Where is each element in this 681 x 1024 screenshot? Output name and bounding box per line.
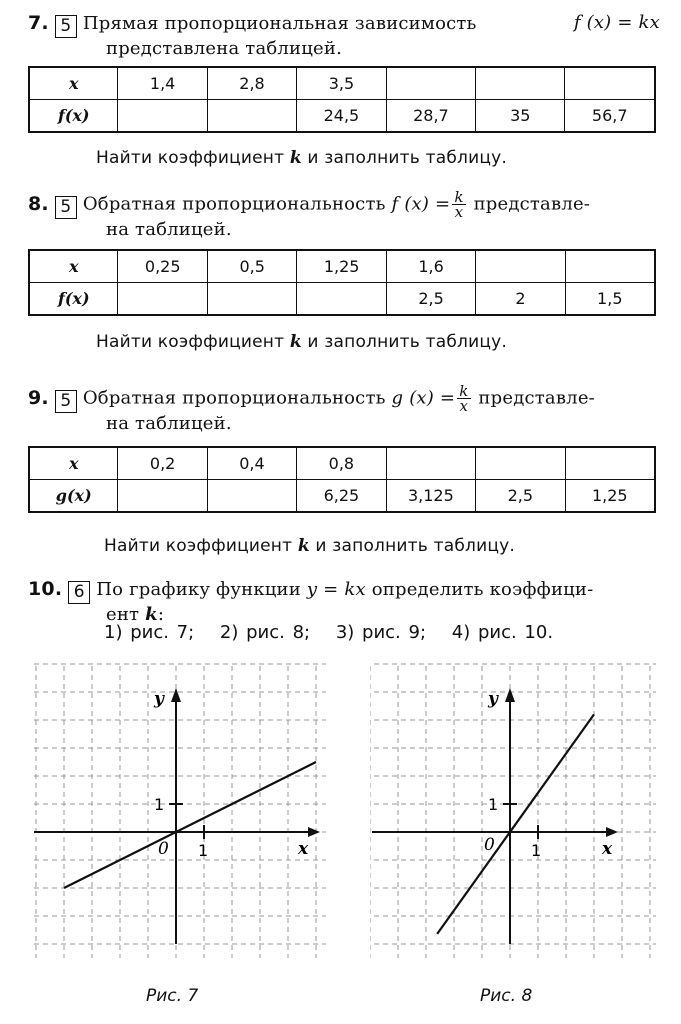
table-row-f (29, 283, 655, 316)
problem-9-statement (28, 384, 660, 435)
statement-tail: определить коэффици- (371, 579, 594, 600)
variable-k: k (145, 604, 158, 625)
table-cell: 0,4 (207, 447, 296, 480)
x-label: x (298, 839, 309, 859)
figure-7-graph (30, 662, 330, 962)
table-cell: 2,5 (476, 480, 565, 513)
problem-8-task (96, 332, 507, 352)
statement-text-line2: ент (106, 604, 140, 625)
table-cell (476, 250, 565, 283)
x-axis-arrow (308, 827, 320, 837)
table-cell (476, 447, 565, 480)
table-row-x (29, 250, 655, 283)
table-cell: 1,25 (297, 250, 387, 283)
table-cell: 0,8 (297, 447, 386, 480)
table-cell: 2 (476, 283, 565, 316)
x-axis-arrow (606, 827, 618, 837)
origin-label: 0 (484, 835, 495, 855)
x-tick-label: 1 (198, 841, 209, 860)
task-text-end: и заполнить таблицу. (315, 536, 515, 556)
task-text-end: и заполнить таблицу. (307, 148, 507, 168)
figure-7-caption: Рис. 7 (146, 986, 199, 1006)
y-tick-label: 1 (488, 795, 499, 814)
y-label: y (154, 689, 164, 709)
grid (34, 664, 326, 958)
statement-text: Прямая пропорциональная зависимость (82, 13, 477, 34)
fraction-denominator: x (454, 203, 464, 221)
table-cell: 1,5 (565, 283, 655, 316)
row-label: g(x) (29, 480, 118, 513)
table-cell: 28,7 (386, 100, 475, 133)
fraction (452, 190, 465, 219)
table-cell (297, 283, 387, 316)
table-cell (118, 283, 208, 316)
table-cell: 35 (476, 100, 565, 133)
y-tick-label: 1 (154, 795, 165, 814)
figure-8-caption: Рис. 8 (480, 986, 533, 1006)
function-formula: f (x) = kx (573, 12, 660, 33)
problem-9-table (28, 446, 656, 513)
table-cell (565, 250, 655, 283)
score-box: 5 (55, 15, 77, 38)
statement-text-line2: на таблицей. (106, 219, 232, 240)
table-cell: 0,5 (207, 250, 296, 283)
table-row-f (29, 100, 655, 133)
statement-tail: представле- (473, 193, 591, 215)
problem-7-task (96, 148, 507, 168)
problem-8-table (28, 249, 656, 316)
score-box: 6 (68, 581, 90, 604)
table-cell (207, 480, 296, 513)
task-text: Найти коэффициент (104, 536, 293, 556)
table-cell (565, 447, 655, 480)
function-formula: g (x) = (391, 387, 456, 409)
problem-number: 10. (28, 578, 63, 600)
y-axis-arrow (505, 688, 515, 702)
table-row-g (29, 480, 655, 513)
problem-number: 9. (28, 386, 49, 409)
table-row-x (29, 67, 655, 100)
table-cell: 6,25 (297, 480, 386, 513)
table-cell: 1,4 (118, 67, 207, 100)
table-cell (386, 447, 476, 480)
table-cell: 1,6 (386, 250, 475, 283)
problem-number: 7. (28, 12, 49, 34)
problem-number: 8. (28, 192, 49, 215)
table-cell: 3,125 (386, 480, 476, 513)
row-label: x (29, 67, 118, 100)
table-cell (207, 283, 296, 316)
score-box: 5 (55, 196, 77, 219)
function-line (437, 714, 594, 934)
task-text: Найти коэффициент (96, 148, 285, 168)
option-4: 4) рис. 10. (451, 622, 554, 643)
statement-text: Обратная пропорциональность (82, 387, 386, 409)
table-cell: 3,5 (297, 67, 386, 100)
statement-text: По графику функции (96, 579, 301, 600)
table-cell (118, 100, 207, 133)
option-2: 2) рис. 8; (219, 622, 311, 643)
row-label: x (29, 250, 118, 283)
row-label: f(x) (29, 100, 118, 133)
table-cell (565, 67, 655, 100)
table-cell: 1,25 (565, 480, 655, 513)
task-variable: k (289, 332, 302, 352)
task-text-end: и заполнить таблицу. (307, 332, 507, 352)
y-axis-arrow (171, 688, 181, 702)
x-label: x (602, 839, 613, 859)
y-label: y (488, 689, 498, 709)
colon: : (157, 604, 165, 625)
fraction (457, 384, 470, 413)
table-row-x (29, 447, 655, 480)
problem-7-statement (28, 12, 660, 60)
function-formula: f (x) = (391, 193, 451, 215)
problem-9-task (104, 536, 515, 556)
table-cell: 2,8 (207, 67, 296, 100)
table-cell (118, 480, 207, 513)
table-cell (386, 67, 475, 100)
table-cell (207, 100, 296, 133)
option-3: 3) рис. 9; (335, 622, 427, 643)
x-tick-label: 1 (531, 841, 542, 860)
answer-options (104, 622, 571, 643)
row-label: x (29, 447, 118, 480)
table-cell: 24,5 (297, 100, 386, 133)
task-text: Найти коэффициент (96, 332, 285, 352)
option-1: 1) рис. 7; (104, 622, 195, 643)
problem-7-table (28, 66, 656, 133)
function-line (64, 762, 316, 888)
row-label: f(x) (29, 283, 118, 316)
statement-text: Обратная пропорциональность (82, 193, 386, 215)
table-cell (476, 67, 565, 100)
origin-label: 0 (158, 839, 169, 859)
task-variable: k (289, 148, 302, 168)
table-cell: 0,25 (118, 250, 208, 283)
statement-text-line2: представлена таблицей. (106, 38, 343, 59)
grid (370, 664, 656, 958)
problem-10-statement (28, 578, 660, 626)
score-box: 5 (55, 390, 77, 413)
fraction-denominator: x (459, 397, 469, 415)
function-formula: y = kx (306, 579, 366, 600)
figure-8-graph (370, 662, 660, 962)
table-cell: 0,2 (118, 447, 207, 480)
statement-text-line2: на таблицей. (106, 413, 232, 434)
statement-tail: представле- (478, 387, 595, 409)
fraction-numerator: k (454, 188, 464, 206)
fraction-numerator: k (459, 382, 469, 400)
table-cell: 2,5 (386, 283, 475, 316)
task-variable: k (297, 536, 310, 556)
table-cell: 56,7 (565, 100, 655, 133)
problem-8-statement (28, 190, 660, 241)
